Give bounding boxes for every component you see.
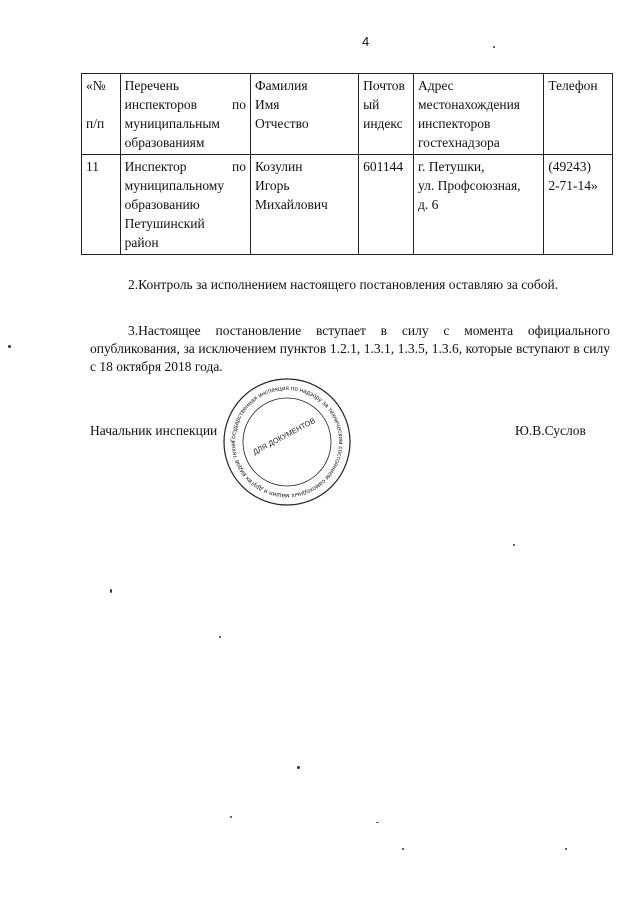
signature-name: Ю.В.Суслов [515, 423, 586, 438]
scan-speck [230, 816, 232, 818]
scan-speck [8, 345, 11, 348]
header-name: Фамилия Имя Отчество [250, 74, 358, 155]
paragraph-control: 2.Контроль за исполнением настоящего постановления оставляю за собой. [128, 277, 559, 292]
row-phone: (49243) 2-71-14» [544, 155, 613, 255]
stamp-outer-text: Государственная инспекция по надзору за техническим состоянием самоходных машин и других видов техни [229, 384, 345, 500]
scan-speck [565, 848, 567, 850]
header-phone: Телефон [544, 74, 613, 155]
scan-speck [402, 848, 404, 850]
scan-speck [493, 46, 495, 48]
header-address: Адрес местонахождения инспекторов гостехнадзора [413, 74, 543, 155]
row-address: г. Петушки, ул. Профсоюзная, д. 6 [413, 155, 543, 255]
signature-position: Начальник инспекции [90, 423, 218, 438]
official-seal-stamp [222, 378, 352, 506]
stamp-inner-text: ДЛЯ ДОКУМЕНТОВ [251, 415, 317, 457]
row-list: Инспектор по муниципальному образованию Петушинский район [120, 155, 250, 255]
inspectors-table [81, 73, 613, 255]
scan-speck [376, 822, 379, 823]
row-postal: 601144 [359, 155, 414, 255]
header-postal: Почтов ый индекс [359, 74, 414, 155]
row-name: Козулин Игорь Михайлович [250, 155, 358, 255]
scan-speck [513, 544, 515, 546]
row-num: 11 [82, 155, 121, 255]
table-header-row [82, 74, 613, 155]
scan-speck [110, 589, 112, 593]
header-list: Перечень инспекторов по муниципальным образованиям [120, 74, 250, 155]
header-num: «№ п/п [82, 74, 121, 155]
table-row [82, 155, 613, 255]
scan-speck [297, 766, 300, 769]
page-number: 4 [362, 34, 370, 49]
paragraph-effective-date: 3.Настоящее постановление вступает в силу с момента официального опубликования, за исключением пунктов 1.2.1, 1.3.1, 1.3.5, 1.3.6, которые вступают в силу с 18 октября 2018 года. [90, 323, 610, 374]
scan-speck [219, 636, 221, 638]
